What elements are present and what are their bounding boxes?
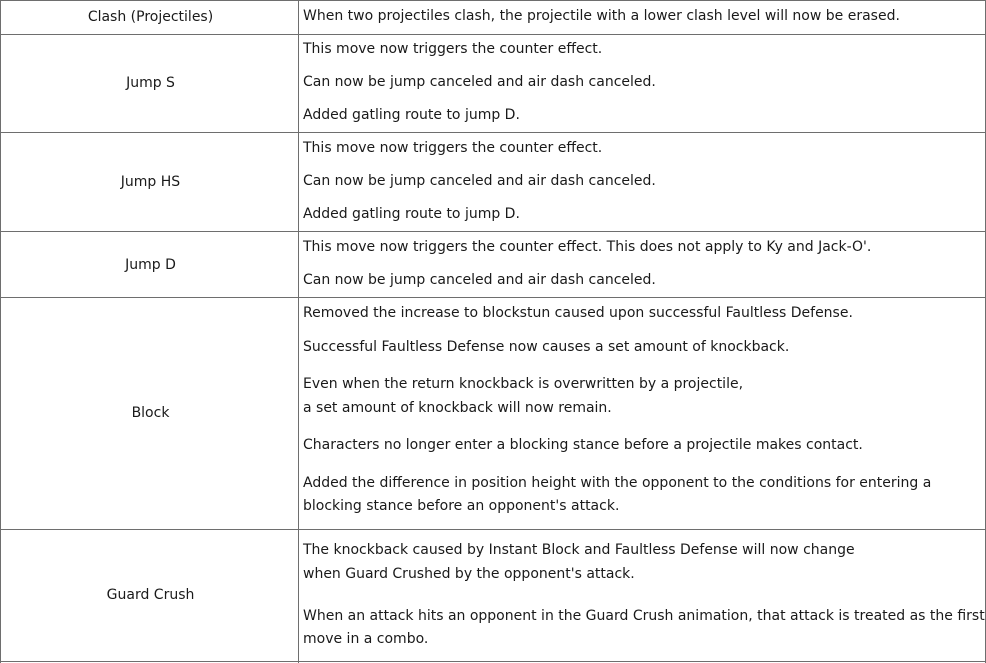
row-note: This move now triggers the counter effect. This does not apply to Ky and Jack-O'. <box>303 239 872 255</box>
row-note: Can now be jump canceled and air dash canceled. <box>303 272 656 288</box>
row-note: This move now triggers the counter effect. <box>303 140 603 156</box>
row-divider <box>0 0 986 1</box>
row-label: Jump D <box>125 257 176 273</box>
row-note: The knockback caused by Instant Block and Faultless Defense will now change <box>303 542 855 558</box>
row-note: blocking stance before an opponent's attack. <box>303 498 620 514</box>
row-note: a set amount of knockback will now remain. <box>303 400 612 416</box>
row-note: when Guard Crushed by the opponent's attack. <box>303 566 635 582</box>
row-label: Jump S <box>126 75 175 91</box>
row-note: Can now be jump canceled and air dash canceled. <box>303 74 656 90</box>
row-divider <box>0 661 986 662</box>
row-divider <box>0 529 986 530</box>
row-note: When two projectiles clash, the projectile with a lower clash level will now be erased. <box>303 8 900 24</box>
row-note: Even when the return knockback is overwritten by a projectile, <box>303 376 744 392</box>
row-divider <box>0 132 986 133</box>
row-note: Can now be jump canceled and air dash canceled. <box>303 173 656 189</box>
row-note: move in a combo. <box>303 631 429 647</box>
row-divider <box>0 231 986 232</box>
row-note: When an attack hits an opponent in the Guard Crush animation, that attack is treated as the first <box>303 608 985 624</box>
row-label: Clash (Projectiles) <box>87 9 214 25</box>
row-note: Characters no longer enter a blocking stance before a projectile makes contact. <box>303 437 863 453</box>
row-note: Added gatling route to jump D. <box>303 107 520 123</box>
row-label: Guard Crush <box>106 587 195 603</box>
column-divider <box>298 0 299 663</box>
row-note: Added gatling route to jump D. <box>303 206 520 222</box>
row-divider <box>0 34 986 35</box>
table-border-left <box>0 0 1 663</box>
row-label: Jump HS <box>120 174 181 190</box>
row-note: Successful Faultless Defense now causes a set amount of knockback. <box>303 339 790 355</box>
row-divider <box>0 297 986 298</box>
row-note: This move now triggers the counter effect. <box>303 41 603 57</box>
row-note: Added the difference in position height with the opponent to the conditions for entering a <box>303 475 932 491</box>
row-label: Block <box>131 405 170 421</box>
row-note: Removed the increase to blockstun caused upon successful Faultless Defense. <box>303 305 853 321</box>
